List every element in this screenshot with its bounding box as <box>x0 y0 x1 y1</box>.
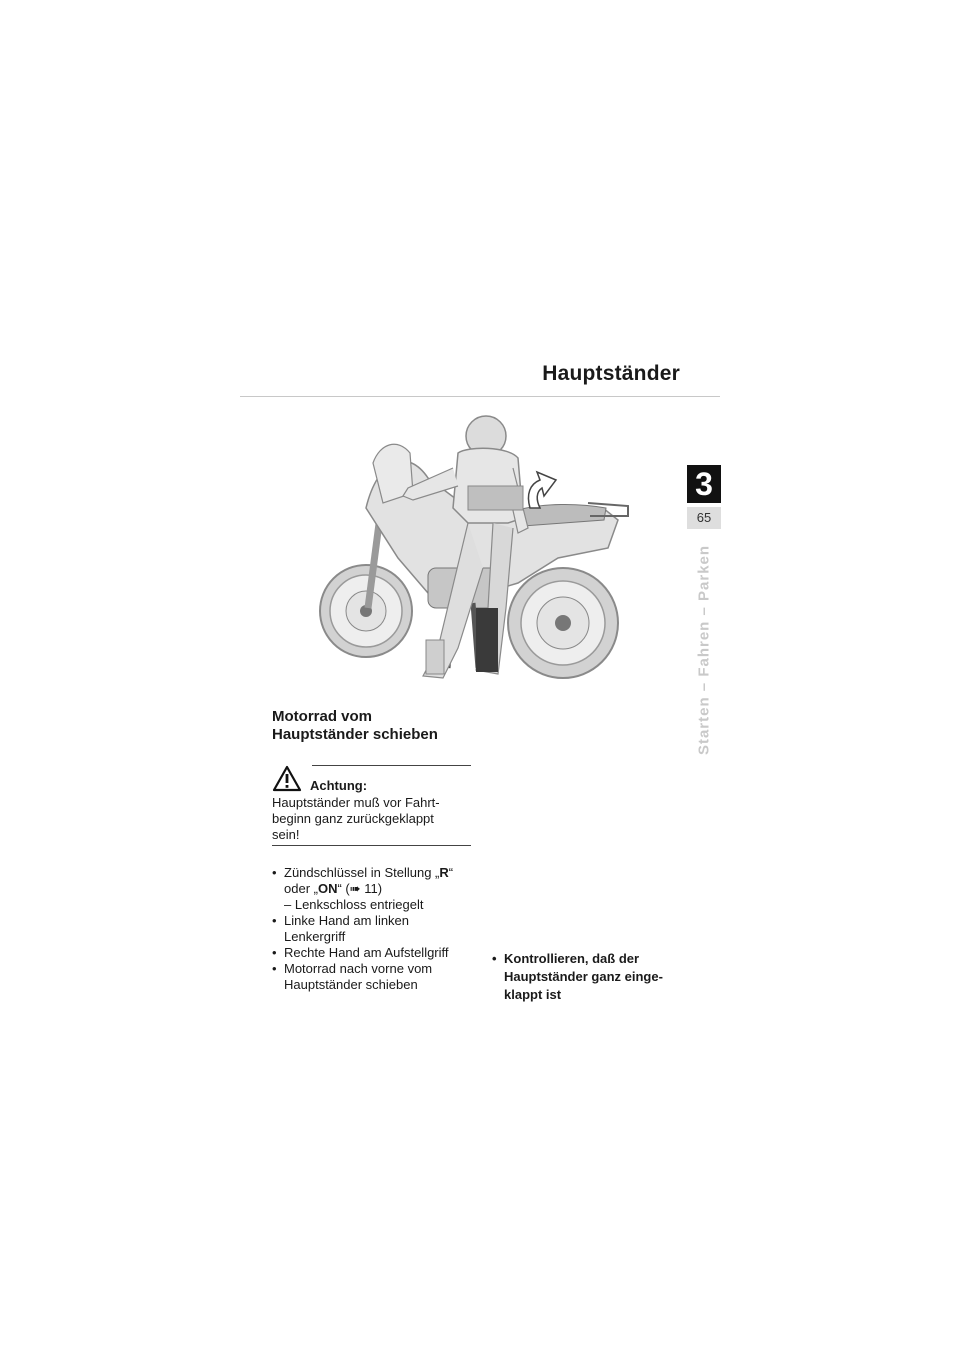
page-reference: “ (➠ 11) <box>337 881 383 896</box>
check-text: Kontrollieren, daß der <box>504 951 640 966</box>
title-divider <box>240 396 720 397</box>
check-text: klappt ist <box>504 987 562 1002</box>
warning-bottom-rule <box>272 845 471 846</box>
rear-wheel <box>508 568 618 678</box>
curved-arrow-icon <box>528 472 556 508</box>
step-text: Zündschlüssel in Stellung „ <box>284 865 440 880</box>
bullet: • <box>272 961 277 976</box>
section-heading <box>272 708 438 744</box>
warning-text <box>272 795 471 843</box>
bullet: • <box>272 913 277 928</box>
warning-top-rule <box>312 765 471 766</box>
step-left-hand <box>272 913 487 945</box>
check-stand-retracted <box>492 950 694 1004</box>
step-text: Rechte Hand am Aufstellgriff <box>284 945 449 960</box>
warning-line: sein! <box>272 827 300 842</box>
step-text: Motorrad nach vorne vom <box>284 961 433 976</box>
motorcycle-stand-illustration <box>318 408 642 690</box>
warning-line: Hauptständer muß vor Fahrt- <box>272 795 440 810</box>
bullet: • <box>272 865 277 880</box>
step-text: Hauptständer schieben <box>284 977 418 992</box>
substep-text: – Lenkschloss entriegelt <box>284 897 424 912</box>
chapter-number-tab: 3 <box>687 465 721 503</box>
step-text: “ <box>448 865 454 880</box>
step-ignition <box>272 865 487 913</box>
check-text: Hauptständer ganz einge- <box>504 969 663 984</box>
instruction-steps <box>272 865 487 993</box>
section-heading-line: Hauptständer schieben <box>272 726 438 743</box>
warning-line: beginn ganz zurückgeklappt <box>272 811 434 826</box>
step-text: Lenkergriff <box>284 929 346 944</box>
step-text: oder „ <box>284 881 318 896</box>
page-number: 65 <box>687 505 721 529</box>
bullet: • <box>272 945 277 960</box>
warning-label: Achtung: <box>310 778 368 793</box>
key-position-on: ON <box>317 881 338 896</box>
front-wheel <box>320 565 412 657</box>
key-position-r: R <box>439 865 449 880</box>
page-title: Hauptständer <box>542 362 680 385</box>
step-push-forward <box>272 961 487 993</box>
chapter-side-label: Starten – Fahren – Parken <box>695 544 713 756</box>
section-heading-line: Motorrad vom <box>272 708 373 725</box>
step-text: Linke Hand am linken <box>284 913 410 928</box>
bullet: • <box>492 951 497 966</box>
step-right-hand <box>272 945 487 961</box>
warning-triangle-icon <box>272 765 302 792</box>
